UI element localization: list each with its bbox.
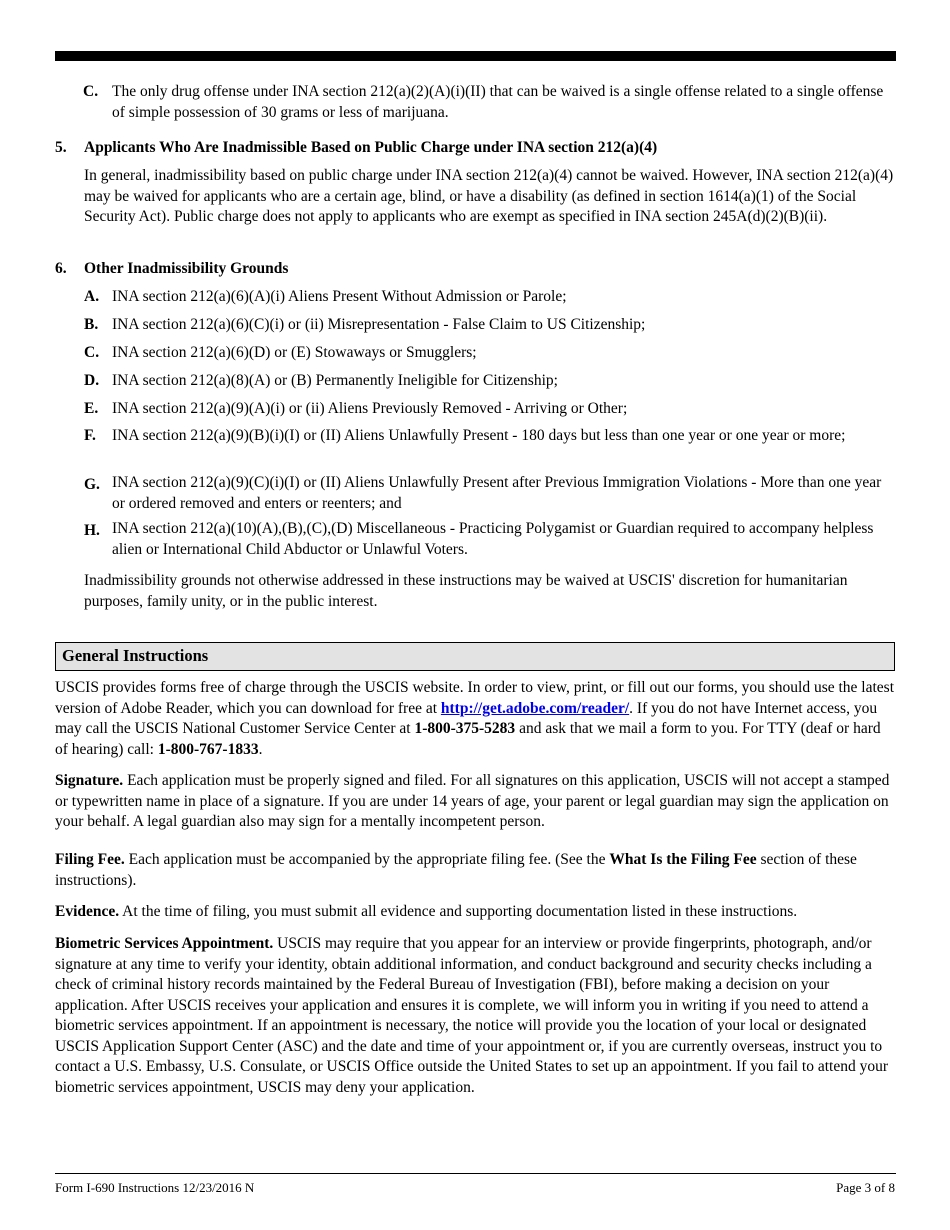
ground-item-a [55, 287, 896, 308]
intro-text: and ask that we mail a form to you. For TTY (deaf or hard of hearing) call: [55, 720, 881, 758]
intro-text: . If you do not have Internet access, you may call the USCIS National Customer Service Center at [55, 699, 878, 737]
intro-text: . [258, 740, 263, 758]
section-5-paragraph: In general, inadmissibility based on public charge under INA section 212(a)(4) cannot be waived. However, INA section 212(a)(4) may be waived for applicants who are a certain age, blind, or have a disability (as defined in section 1614(a)(1) of the Social Security Act). Public charge does not apply to applicants who are exempt as specified in INA section 245A(d)(2)(B)(ii). [84, 167, 894, 225]
ground-item-h [55, 519, 896, 560]
item-text: INA section 212(a)(8)(A) or (B) Permanently Ineligible for Citizenship; [112, 372, 558, 389]
footer-form-id: Form I-690 Instructions 12/23/2016 N [55, 1180, 255, 1195]
ground-item-g [55, 473, 896, 514]
item-label: B. [84, 316, 99, 333]
biometric-label: Biometric Services Appointment. [55, 935, 274, 952]
filing-fee-label: Filing Fee. [55, 851, 125, 868]
filing-fee-reference: What Is the Filing Fee [609, 851, 757, 868]
item-label: G. [84, 476, 100, 493]
section-number: 5. [55, 139, 67, 156]
section-5-heading [55, 138, 896, 159]
item-label: E. [84, 400, 99, 417]
section-6-heading [55, 259, 896, 280]
section-5 [55, 138, 896, 159]
filing-fee-text: section of these instructions). [55, 851, 857, 889]
general-instructions-header [55, 642, 895, 671]
footer-rule [55, 1173, 896, 1174]
signature-text: Each application must be properly signed and filed. For all signatures on this application, USCIS will not accept a stamped or typewritten name in place of a signature. If you are under 14 years of age, your parent or legal guardian may sign the application on your behalf. A legal guardian also may sign for a mentally incompetent person. [55, 772, 890, 830]
filing-fee-paragraph [55, 850, 896, 891]
general-intro [55, 678, 896, 760]
closing-paragraph: Inadmissibility grounds not otherwise addressed in these instructions may be waived at USCIS' discretion for humanitarian purposes, family unity, or in the public interest. [84, 572, 848, 610]
ground-item-b [55, 315, 896, 336]
intro-paragraph [55, 678, 896, 760]
ground-item-e [55, 399, 896, 420]
biometric-paragraph [55, 934, 896, 1098]
tty-number: 1-800-767-1833 [157, 740, 259, 758]
adobe-reader-link[interactable]: http://get.adobe.com/reader/ [440, 699, 630, 717]
item-text: INA section 212(a)(6)(D) or (E) Stowaways or Smugglers; [112, 344, 477, 361]
item-label: D. [84, 372, 100, 389]
item-text: The only drug offense under INA section 212(a)(2)(A)(i)(II) that can be waived is a single offense related to a single offense of simple possession of 30 grams or less of marijuana. [112, 83, 884, 121]
evidence-text: At the time of filing, you must submit all evidence and supporting documentation listed in these instructions. [119, 903, 798, 920]
item-label: A. [84, 288, 100, 305]
item-label: C. [83, 83, 99, 100]
item-text: INA section 212(a)(6)(C)(i) or (ii) Misrepresentation - False Claim to US Citizenship; [112, 316, 646, 333]
section-6 [55, 259, 896, 280]
signature-paragraph [55, 771, 896, 833]
section-number: 6. [55, 260, 67, 277]
item-text: INA section 212(a)(10)(A),(B),(C),(D) Miscellaneous - Practicing Polygamist or Guardian required to accompany helpless alien or International Child Abductor or Unlawful Voters. [112, 520, 874, 558]
signature-label: Signature. [55, 772, 124, 789]
item-text: INA section 212(a)(9)(B)(i)(I) or (II) Aliens Unlawfully Present - 180 days but less than one year or one year or more; [112, 427, 846, 444]
section-5-body [55, 166, 896, 228]
item-label: H. [84, 522, 100, 539]
item-label: C. [84, 344, 100, 361]
ground-item-d [55, 371, 896, 392]
item-c-drug-offense [55, 82, 896, 123]
item-text: INA section 212(a)(6)(A)(i) Aliens Present Without Admission or Parole; [112, 288, 567, 305]
top-rule [55, 51, 896, 61]
ground-item-f [55, 426, 896, 447]
footer-page-number: Page 3 of 8 [836, 1180, 895, 1195]
filing-fee-text: Each application must be accompanied by the appropriate filing fee. (See the [124, 851, 610, 868]
item-label: F. [84, 427, 96, 444]
section-title: Other Inadmissibility Grounds [84, 260, 289, 277]
phone-number: 1-800-375-5283 [414, 720, 516, 737]
item-text: INA section 212(a)(9)(C)(i)(I) or (II) Aliens Unlawfully Present after Previous Immigration Violations - More than one year or ordered removed and enters or reenters; and [112, 474, 882, 512]
section-6-closing [55, 571, 896, 612]
item-text: INA section 212(a)(9)(A)(i) or (ii) Aliens Previously Removed - Arriving or Other; [112, 400, 628, 417]
biometric-text: USCIS may require that you appear for an interview or provide fingerprints, photograph, and/or signature at any time to verify your identity, obtain additional information, and conduct background and security checks including a check of criminal history records maintained by the Federal Bureau of Investigation (FBI), before making a decision on your application. After USCIS receives your application and ensures it is complete, we will inform you in writing if you need to attend a biometric services appointment. If an appointment is necessary, the notice will provide you the location of your local or designated USCIS Application Support Center (ASC) and the date and time of your appointment or, if you are currently overseas, instruct you to contact a U.S. Embassy, U.S. Consulate, or USCIS Office outside the United States to set up an appointment. If you fail to attend your biometric services appointment, USCIS may deny your application. [55, 935, 888, 1096]
ground-item-c [55, 343, 896, 364]
evidence-paragraph [55, 902, 896, 923]
section-title: General Instructions [62, 646, 209, 665]
section-title: Applicants Who Are Inadmissible Based on Public Charge under INA section 212(a)(4) [84, 139, 658, 156]
evidence-label: Evidence. [55, 903, 120, 920]
intro-text: USCIS provides forms free of charge through the USCIS website. In order to view, print, or fill out our forms, you should use the latest version of Adobe Reader, which you can download for free at [55, 679, 895, 717]
